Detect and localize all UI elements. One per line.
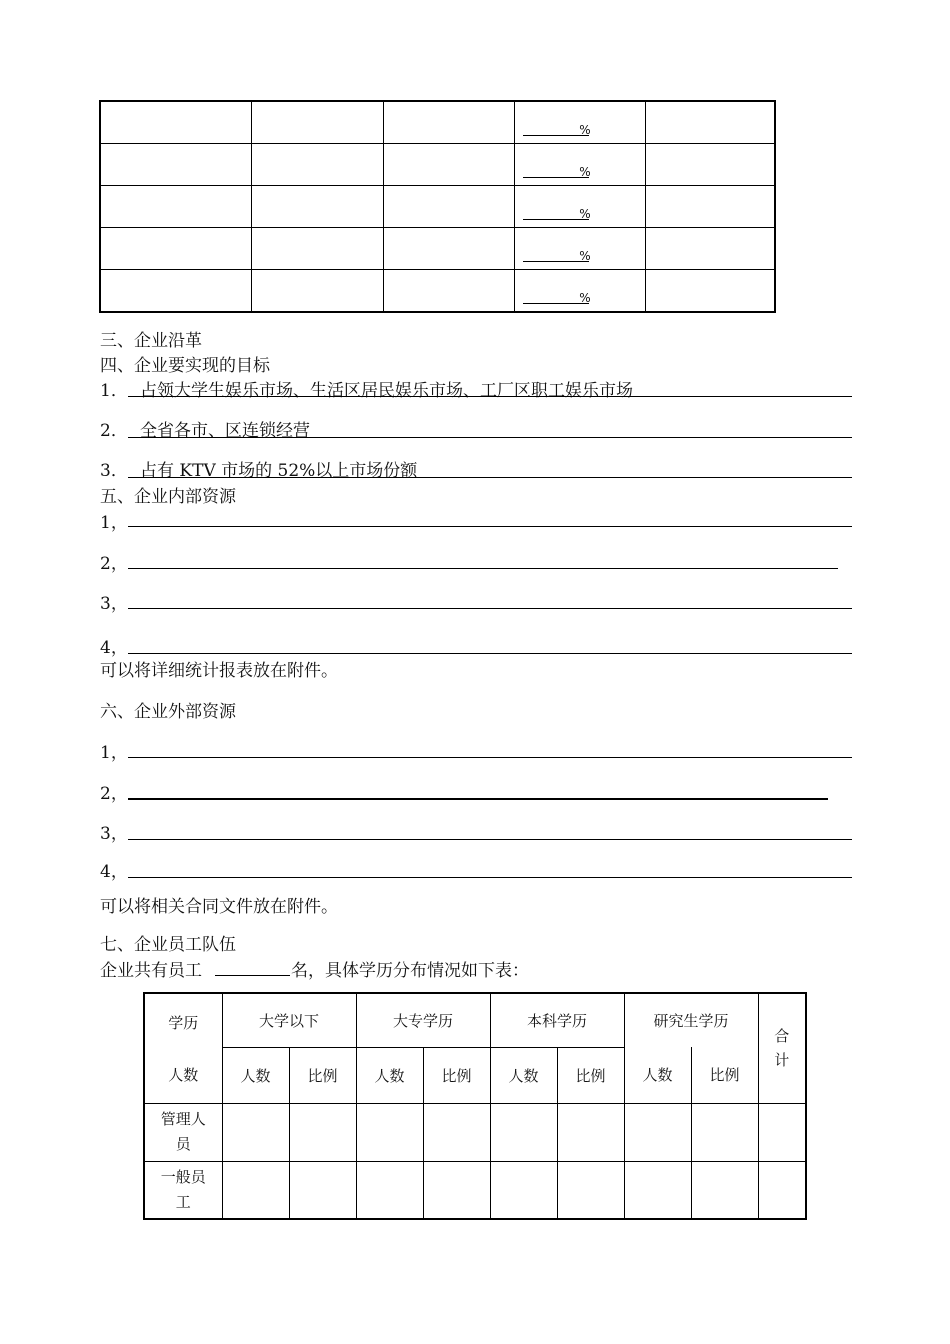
row-label-text: 一般员工 — [160, 1167, 206, 1211]
table-cell[interactable] — [252, 228, 384, 270]
staff-table — [143, 992, 807, 1220]
data-cell[interactable] — [490, 1103, 557, 1161]
section6-heading: 六、企业外部资源 — [100, 702, 236, 722]
row-label — [144, 1161, 222, 1219]
data-cell[interactable] — [758, 1161, 806, 1219]
sub-ratio: 比例 — [691, 1047, 758, 1103]
external-item-1-line[interactable] — [128, 757, 852, 758]
table-cell[interactable] — [100, 228, 252, 270]
table-cell[interactable] — [252, 270, 384, 313]
internal-item-1: 1， — [100, 513, 128, 533]
section5-heading: 五、企业内部资源 — [100, 487, 236, 507]
table-row — [100, 186, 775, 228]
corner-top: 学历 — [144, 993, 222, 1047]
data-cell[interactable] — [356, 1161, 423, 1219]
goal-text: 全省各市、区连锁经营 — [140, 421, 310, 441]
table-cell[interactable] — [252, 101, 384, 144]
data-cell[interactable] — [758, 1103, 806, 1161]
sub-ratio: 比例 — [557, 1047, 624, 1103]
data-cell[interactable] — [691, 1161, 758, 1219]
table-row — [100, 144, 775, 186]
table-cell[interactable] — [383, 186, 515, 228]
staff-count-blank[interactable] — [215, 975, 290, 976]
row-label-text: 管理人员 — [160, 1110, 206, 1153]
sub-ratio: 比例 — [289, 1047, 356, 1103]
data-cell[interactable] — [356, 1103, 423, 1161]
internal-item-3-line[interactable] — [128, 608, 852, 609]
percent-sign: % — [579, 123, 591, 137]
row-label — [144, 1103, 222, 1161]
section4-heading: 四、企业要实现的目标 — [100, 356, 270, 376]
table-row — [100, 228, 775, 270]
goal-underline — [128, 477, 852, 478]
external-item-3-line[interactable] — [128, 839, 852, 840]
table-cell[interactable] — [252, 144, 384, 186]
table-cell[interactable] — [383, 228, 515, 270]
table-cell[interactable] — [645, 186, 775, 228]
group-header: 本科学历 — [490, 993, 624, 1047]
percent-sign: % — [579, 165, 591, 179]
section3-heading: 三、企业沿革 — [100, 331, 202, 351]
sub-count: 人数 — [490, 1047, 557, 1103]
percent-field[interactable] — [515, 102, 645, 143]
table-cell[interactable] — [100, 270, 252, 313]
external-item-4: 4， — [100, 862, 128, 882]
percent-field[interactable] — [515, 186, 645, 227]
table-row — [144, 1103, 806, 1161]
external-item-2: 2， — [100, 784, 128, 804]
data-cell[interactable] — [557, 1103, 624, 1161]
table-cell[interactable] — [100, 144, 252, 186]
percent-field[interactable] — [515, 270, 645, 311]
table-cell[interactable] — [383, 270, 515, 313]
goal-text: 占领大学生娱乐市场、生活区居民娱乐市场、工厂区职工娱乐市场 — [140, 381, 633, 401]
sub-count: 人数 — [624, 1047, 691, 1103]
goal-num: 1． — [100, 381, 128, 401]
group-header: 研究生学历 — [624, 993, 758, 1047]
data-cell[interactable] — [624, 1161, 691, 1219]
sub-count: 人数 — [222, 1047, 289, 1103]
external-item-1: 1， — [100, 743, 128, 763]
table-cell[interactable] — [645, 144, 775, 186]
sub-ratio: 比例 — [423, 1047, 490, 1103]
table-cell[interactable] — [645, 270, 775, 313]
percent-sign: % — [579, 291, 591, 305]
table-cell[interactable] — [252, 186, 384, 228]
external-item-3: 3， — [100, 824, 128, 844]
external-item-2-line[interactable] — [128, 798, 828, 800]
table-cell[interactable] — [515, 228, 646, 270]
goal-underline — [128, 437, 852, 438]
data-cell[interactable] — [557, 1161, 624, 1219]
internal-item-1-line[interactable] — [128, 526, 852, 527]
goal-num: 2． — [100, 421, 128, 441]
table-row — [100, 101, 775, 144]
staff-sentence-after: 名，具体学历分布情况如下表： — [291, 961, 529, 981]
table-cell[interactable] — [100, 186, 252, 228]
goal-num: 3． — [100, 461, 128, 481]
data-cell[interactable] — [691, 1103, 758, 1161]
internal-item-3: 3， — [100, 594, 128, 614]
group-header: 大学以下 — [222, 993, 356, 1047]
section6-note: 可以将相关合同文件放在附件。 — [100, 897, 338, 917]
top-table — [99, 100, 776, 313]
table-cell[interactable] — [100, 101, 252, 144]
goal-text: 占有 KTV 市场的 52%以上市场份额 — [140, 461, 418, 481]
percent-sign: % — [579, 249, 591, 263]
percent-field[interactable] — [515, 228, 645, 269]
internal-item-2: 2， — [100, 554, 128, 574]
table-row — [100, 270, 775, 313]
data-cell[interactable] — [289, 1103, 356, 1161]
data-cell[interactable] — [423, 1103, 490, 1161]
table-row — [144, 1161, 806, 1219]
data-cell[interactable] — [222, 1103, 289, 1161]
table-cell[interactable] — [645, 101, 775, 144]
data-cell[interactable] — [222, 1161, 289, 1219]
table-cell[interactable] — [515, 101, 646, 144]
total-header — [758, 993, 806, 1103]
table-cell[interactable] — [383, 101, 515, 144]
data-cell[interactable] — [490, 1161, 557, 1219]
percent-sign: % — [579, 207, 591, 221]
data-cell[interactable] — [624, 1103, 691, 1161]
internal-item-4: 4， — [100, 638, 128, 658]
sub-count: 人数 — [356, 1047, 423, 1103]
internal-item-4-line[interactable] — [128, 653, 852, 654]
table-cell[interactable] — [515, 144, 646, 186]
table-cell[interactable] — [515, 270, 646, 313]
total-label: 合计 — [774, 1027, 790, 1070]
section7-heading: 七、企业员工队伍 — [100, 935, 236, 955]
group-header: 大专学历 — [356, 993, 490, 1047]
goal-underline — [128, 396, 852, 397]
internal-item-2-line[interactable] — [128, 568, 838, 569]
table-cell[interactable] — [383, 144, 515, 186]
data-cell[interactable] — [423, 1161, 490, 1219]
data-cell[interactable] — [289, 1161, 356, 1219]
table-cell[interactable] — [645, 228, 775, 270]
staff-sentence-before: 企业共有员工 — [100, 961, 202, 981]
external-item-4-line[interactable] — [128, 877, 852, 878]
section5-note: 可以将详细统计报表放在附件。 — [100, 661, 338, 681]
percent-field[interactable] — [515, 144, 645, 185]
table-cell[interactable] — [515, 186, 646, 228]
corner-bottom: 人数 — [144, 1047, 222, 1103]
